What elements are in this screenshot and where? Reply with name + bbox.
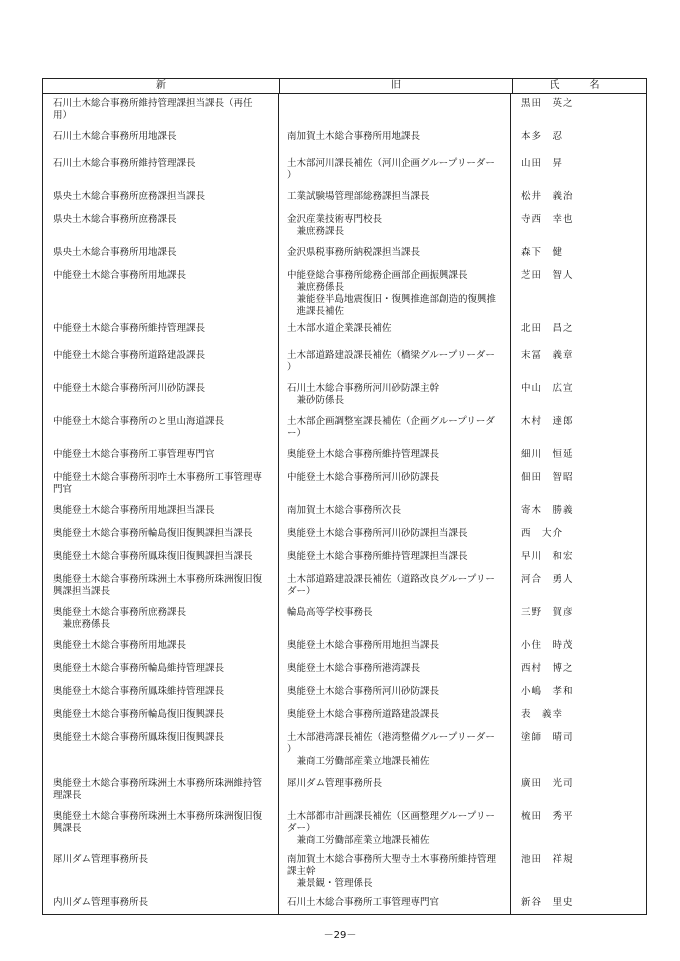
old-position-cell-line: 犀川ダム管理事務所長 bbox=[287, 778, 383, 789]
old-position-cell-line: 土木部都市計画課長補佐（区画整理グループリー bbox=[287, 811, 495, 822]
old-position-cell-line: 南加賀土木総合事務所大聖寺土木事務所維持管理 bbox=[287, 854, 497, 865]
table-row bbox=[43, 807, 646, 850]
personnel-table bbox=[42, 78, 647, 915]
new-position-cell-line: 奥能登土木総合事務所鳳珠復旧復興課担当課長 bbox=[53, 551, 253, 562]
person-name-cell: 新谷 里史 bbox=[521, 897, 574, 908]
old-position-cell bbox=[279, 705, 511, 728]
new-position-cell bbox=[43, 210, 279, 243]
table-row bbox=[43, 94, 646, 127]
new-position-cell bbox=[43, 547, 279, 570]
old-position-cell bbox=[279, 603, 511, 636]
old-position-cell bbox=[279, 501, 511, 524]
table-row bbox=[43, 379, 646, 412]
new-position-cell bbox=[43, 445, 279, 468]
old-position-cell-line: ） bbox=[287, 170, 297, 181]
table-row bbox=[43, 728, 646, 774]
person-name-cell: 芝田 智人 bbox=[521, 270, 574, 281]
new-position-cell bbox=[43, 266, 279, 319]
old-position-cell bbox=[279, 547, 511, 570]
person-name-cell: 小住 時茂 bbox=[521, 640, 574, 651]
new-position-cell bbox=[43, 468, 279, 501]
old-position-cell bbox=[279, 243, 511, 266]
new-position-cell-line: 奥能登土木総合事務所輪島復旧復興課長 bbox=[53, 709, 225, 720]
person-name-cell: 森下 健 bbox=[521, 247, 564, 258]
table-row bbox=[43, 210, 646, 243]
new-position-cell-line: 奥能登土木総合事務所珠洲土木事務所珠洲復旧復 bbox=[53, 574, 263, 585]
old-position-cell-line: 兼商工労働部産業立地課長補佐 bbox=[287, 835, 430, 846]
new-position-cell bbox=[43, 570, 279, 603]
table-row bbox=[43, 154, 646, 187]
old-position-cell-line: 兼庶務係長 bbox=[287, 282, 345, 293]
person-name-cell: 三野 賀彦 bbox=[521, 607, 574, 618]
old-position-cell-line: 奥能登土木総合事務所道路建設課長 bbox=[287, 709, 440, 720]
old-position-cell-line: 土木部河川課長補佐（河川企画グループリーダー bbox=[287, 158, 495, 169]
old-position-cell-line: 南加賀土木総合事務所用地課長 bbox=[287, 131, 421, 142]
old-position-cell bbox=[279, 524, 511, 547]
person-name-cell: 小嶋 孝和 bbox=[521, 686, 574, 697]
table-row bbox=[43, 682, 646, 705]
header-old: 旧 bbox=[280, 79, 513, 93]
old-position-cell-line: 兼景観・管理係長 bbox=[287, 878, 373, 889]
table-row bbox=[43, 319, 646, 346]
person-name-cell: 西 大介 bbox=[521, 528, 564, 539]
table-row bbox=[43, 603, 646, 636]
new-position-cell-line: 門官 bbox=[53, 484, 73, 495]
table-row bbox=[43, 570, 646, 603]
table-row bbox=[43, 636, 646, 659]
old-position-cell bbox=[279, 682, 511, 705]
table-row bbox=[43, 243, 646, 266]
old-position-cell-line: 課主幹 bbox=[287, 866, 316, 877]
old-position-cell bbox=[279, 266, 511, 319]
page-number: －29－ bbox=[323, 930, 357, 941]
old-position-cell-line: 土木部水道企業課長補佐 bbox=[287, 323, 392, 334]
person-name-cell: 松井 義治 bbox=[521, 191, 574, 202]
old-position-cell-line: 金沢産業技術専門校長 bbox=[287, 214, 383, 225]
new-position-cell-line: 中能登土木総合事務所道路建設課長 bbox=[53, 350, 206, 361]
new-position-cell bbox=[43, 154, 279, 187]
new-position-cell-line: 奥能登土木総合事務所輪島復旧復興課担当課長 bbox=[53, 528, 253, 539]
old-position-cell bbox=[279, 94, 511, 127]
new-position-cell bbox=[43, 187, 279, 210]
old-position-cell-line: 石川土木総合事務所工事管理専門官 bbox=[287, 897, 440, 908]
table-row bbox=[43, 346, 646, 379]
new-position-cell-line: 奥能登土木総合事務所用地課担当課長 bbox=[53, 505, 215, 516]
old-position-cell-line: 中能登総合事務所総務企画部企画振興課長 bbox=[287, 270, 468, 281]
old-position-cell-line: 南加賀土木総合事務所次長 bbox=[287, 505, 402, 516]
person-name-cell: 梳田 秀平 bbox=[521, 811, 574, 822]
person-name-cell: 寺西 幸也 bbox=[521, 214, 574, 225]
old-position-cell bbox=[279, 659, 511, 682]
new-position-cell-line: 興課担当課長 bbox=[53, 586, 111, 597]
new-position-cell bbox=[43, 524, 279, 547]
new-position-cell-line: 理課長 bbox=[53, 790, 82, 801]
new-position-cell-line: 奥能登土木総合事務所珠洲土木事務所珠洲維持管 bbox=[53, 778, 263, 789]
person-name-cell: 佃田 智昭 bbox=[521, 472, 574, 483]
old-position-cell-line: 兼商工労働部産業立地課長補佐 bbox=[287, 756, 430, 767]
new-position-cell bbox=[43, 243, 279, 266]
person-name-cell: 北田 昌之 bbox=[521, 323, 574, 334]
table-row bbox=[43, 468, 646, 501]
old-position-cell bbox=[279, 210, 511, 243]
new-position-cell-line: 石川土木総合事務所維持管理課長 bbox=[53, 158, 196, 169]
old-position-cell-line: 土木部企画調整室課長補佐（企画グループリーダ bbox=[287, 416, 495, 427]
old-position-cell-line: 奥能登土木総合事務所河川砂防課担当課長 bbox=[287, 528, 468, 539]
old-position-cell bbox=[279, 893, 511, 914]
person-name-cell: 表 義幸 bbox=[521, 709, 564, 720]
new-position-cell-line: 中能登土木総合事務所用地課長 bbox=[53, 270, 187, 281]
old-position-cell-line: 金沢県税事務所納税課担当課長 bbox=[287, 247, 421, 258]
old-position-cell bbox=[279, 412, 511, 445]
person-name-cell: 山田 昇 bbox=[521, 158, 564, 169]
person-name-cell: 細川 恒延 bbox=[521, 449, 574, 460]
new-position-cell bbox=[43, 127, 279, 154]
person-name-cell: 早川 和宏 bbox=[521, 551, 574, 562]
new-position-cell-line: 中能登土木総合事務所のと里山海道課長 bbox=[53, 416, 225, 427]
header-new: 新 bbox=[43, 79, 280, 93]
old-position-cell-line: 兼砂防係長 bbox=[287, 395, 345, 406]
new-position-cell bbox=[43, 412, 279, 445]
old-position-cell-line: ） bbox=[287, 362, 297, 373]
new-position-cell-line: 兼庶務係長 bbox=[53, 619, 111, 630]
new-position-cell-line: 興課長 bbox=[53, 823, 82, 834]
new-position-cell bbox=[43, 807, 279, 850]
person-name-cell: 本多 忍 bbox=[521, 131, 564, 142]
person-name-cell: 廣田 光司 bbox=[521, 778, 574, 789]
new-position-cell-line: 県央土木総合事務所庶務課長 bbox=[53, 214, 177, 225]
old-position-cell-line: 奥能登土木総合事務所用地担当課長 bbox=[287, 640, 440, 651]
table-row bbox=[43, 850, 646, 893]
old-position-cell-line: 兼庶務課長 bbox=[287, 226, 345, 237]
old-position-cell bbox=[279, 445, 511, 468]
new-position-cell-line: 中能登土木総合事務所維持管理課長 bbox=[53, 323, 206, 334]
table-row bbox=[43, 127, 646, 154]
new-position-cell-line: 犀川ダム管理事務所長 bbox=[53, 854, 149, 865]
old-position-cell bbox=[279, 127, 511, 154]
old-position-cell-line: ダー） bbox=[287, 586, 316, 597]
table-header bbox=[43, 79, 646, 94]
old-position-cell-line: ー） bbox=[287, 428, 307, 439]
old-position-cell-line: 石川土木総合事務所河川砂防課主幹 bbox=[287, 383, 440, 394]
new-position-cell-line: 県央土木総合事務所用地課長 bbox=[53, 247, 177, 258]
old-position-cell bbox=[279, 807, 511, 850]
old-position-cell bbox=[279, 379, 511, 412]
person-name-cell: 西村 博之 bbox=[521, 663, 574, 674]
old-position-cell-line: 奥能登土木総合事務所河川砂防課長 bbox=[287, 686, 440, 697]
new-position-cell bbox=[43, 728, 279, 774]
new-position-cell-line: 奥能登土木総合事務所鳳珠復旧復興課長 bbox=[53, 732, 225, 743]
new-position-cell bbox=[43, 682, 279, 705]
old-position-cell bbox=[279, 187, 511, 210]
table-row bbox=[43, 547, 646, 570]
table-row bbox=[43, 705, 646, 728]
table-row bbox=[43, 266, 646, 319]
new-position-cell-line: 中能登土木総合事務所羽咋土木事務所工事管理専 bbox=[53, 472, 263, 483]
person-name-cell: 池田 祥規 bbox=[521, 854, 574, 865]
old-position-cell-line: 輪島高等学校事務長 bbox=[287, 607, 373, 618]
old-position-cell bbox=[279, 774, 511, 807]
new-position-cell-line: 奥能登土木総合事務所輪島維持管理課長 bbox=[53, 663, 225, 674]
header-name: 氏名 bbox=[549, 80, 630, 91]
table-row bbox=[43, 187, 646, 210]
table-row bbox=[43, 412, 646, 445]
old-position-cell-line: 土木部道路建設課長補佐（道路改良グループリー bbox=[287, 574, 495, 585]
person-name-cell: 塗師 晴司 bbox=[521, 732, 574, 743]
new-position-cell-line: 石川土木総合事務所維持管理課担当課長（再任 bbox=[53, 98, 253, 109]
old-position-cell bbox=[279, 319, 511, 346]
new-position-cell-line: 奥能登土木総合事務所用地課長 bbox=[53, 640, 187, 651]
person-name-cell: 木村 達郎 bbox=[521, 416, 574, 427]
person-name-cell: 黒田 英之 bbox=[521, 98, 574, 109]
table-row bbox=[43, 893, 646, 914]
new-position-cell-line: 石川土木総合事務所用地課長 bbox=[53, 131, 177, 142]
old-position-cell bbox=[279, 636, 511, 659]
new-position-cell bbox=[43, 319, 279, 346]
new-position-cell bbox=[43, 603, 279, 636]
new-position-cell-line: 県央土木総合事務所庶務課担当課長 bbox=[53, 191, 206, 202]
new-position-cell-line: 奥能登土木総合事務所鳳珠維持管理課長 bbox=[53, 686, 225, 697]
old-position-cell bbox=[279, 346, 511, 379]
new-position-cell-line: 内川ダム管理事務所長 bbox=[53, 897, 149, 908]
old-position-cell bbox=[279, 728, 511, 774]
old-position-cell-line: ） bbox=[287, 744, 297, 755]
old-position-cell-line: 進課長補佐 bbox=[287, 306, 345, 317]
person-name-cell: 末冨 義章 bbox=[521, 350, 574, 361]
new-position-cell-line: 奥能登土木総合事務所庶務課長 bbox=[53, 607, 187, 618]
old-position-cell bbox=[279, 850, 511, 893]
person-name-cell: 中山 広宣 bbox=[521, 383, 574, 394]
new-position-cell-line: 中能登土木総合事務所工事管理専門官 bbox=[53, 449, 215, 460]
table-row bbox=[43, 524, 646, 547]
new-position-cell bbox=[43, 94, 279, 127]
person-name-cell: 河合 勇人 bbox=[521, 574, 574, 585]
new-position-cell-line: 用） bbox=[53, 110, 73, 121]
old-position-cell bbox=[279, 154, 511, 187]
old-position-cell-line: 中能登土木総合事務所河川砂防課長 bbox=[287, 472, 440, 483]
new-position-cell bbox=[43, 850, 279, 893]
old-position-cell-line: 土木部道路建設課長補佐（橋梁グループリーダー bbox=[287, 350, 495, 361]
new-position-cell bbox=[43, 705, 279, 728]
person-name-cell: 寄木 勝義 bbox=[521, 505, 574, 516]
new-position-cell bbox=[43, 636, 279, 659]
new-position-cell bbox=[43, 893, 279, 914]
new-position-cell-line: 奥能登土木総合事務所珠洲土木事務所珠洲復旧復 bbox=[53, 811, 263, 822]
table-body bbox=[43, 94, 646, 914]
old-position-cell-line: 奥能登土木総合事務所維持管理課長 bbox=[287, 449, 440, 460]
old-position-cell bbox=[279, 570, 511, 603]
table-row bbox=[43, 445, 646, 468]
new-position-cell bbox=[43, 774, 279, 807]
table-row bbox=[43, 659, 646, 682]
old-position-cell-line: 土木部港湾課長補佐（港湾整備グループリーダー bbox=[287, 732, 495, 743]
new-position-cell bbox=[43, 346, 279, 379]
new-position-cell-line: 中能登土木総合事務所河川砂防課長 bbox=[53, 383, 206, 394]
new-position-cell bbox=[43, 659, 279, 682]
table-row bbox=[43, 501, 646, 524]
old-position-cell-line: 兼能登半島地震復旧・復興推進部創造的復興推 bbox=[287, 294, 497, 305]
old-position-cell-line: 奥能登土木総合事務所維持管理課担当課長 bbox=[287, 551, 468, 562]
new-position-cell bbox=[43, 379, 279, 412]
old-position-cell-line: ダー） bbox=[287, 823, 316, 834]
old-position-cell bbox=[279, 468, 511, 501]
new-position-cell bbox=[43, 501, 279, 524]
old-position-cell-line: 工業試験場管理部総務課担当課長 bbox=[287, 191, 430, 202]
table-row bbox=[43, 774, 646, 807]
old-position-cell-line: 奥能登土木総合事務所港湾課長 bbox=[287, 663, 421, 674]
